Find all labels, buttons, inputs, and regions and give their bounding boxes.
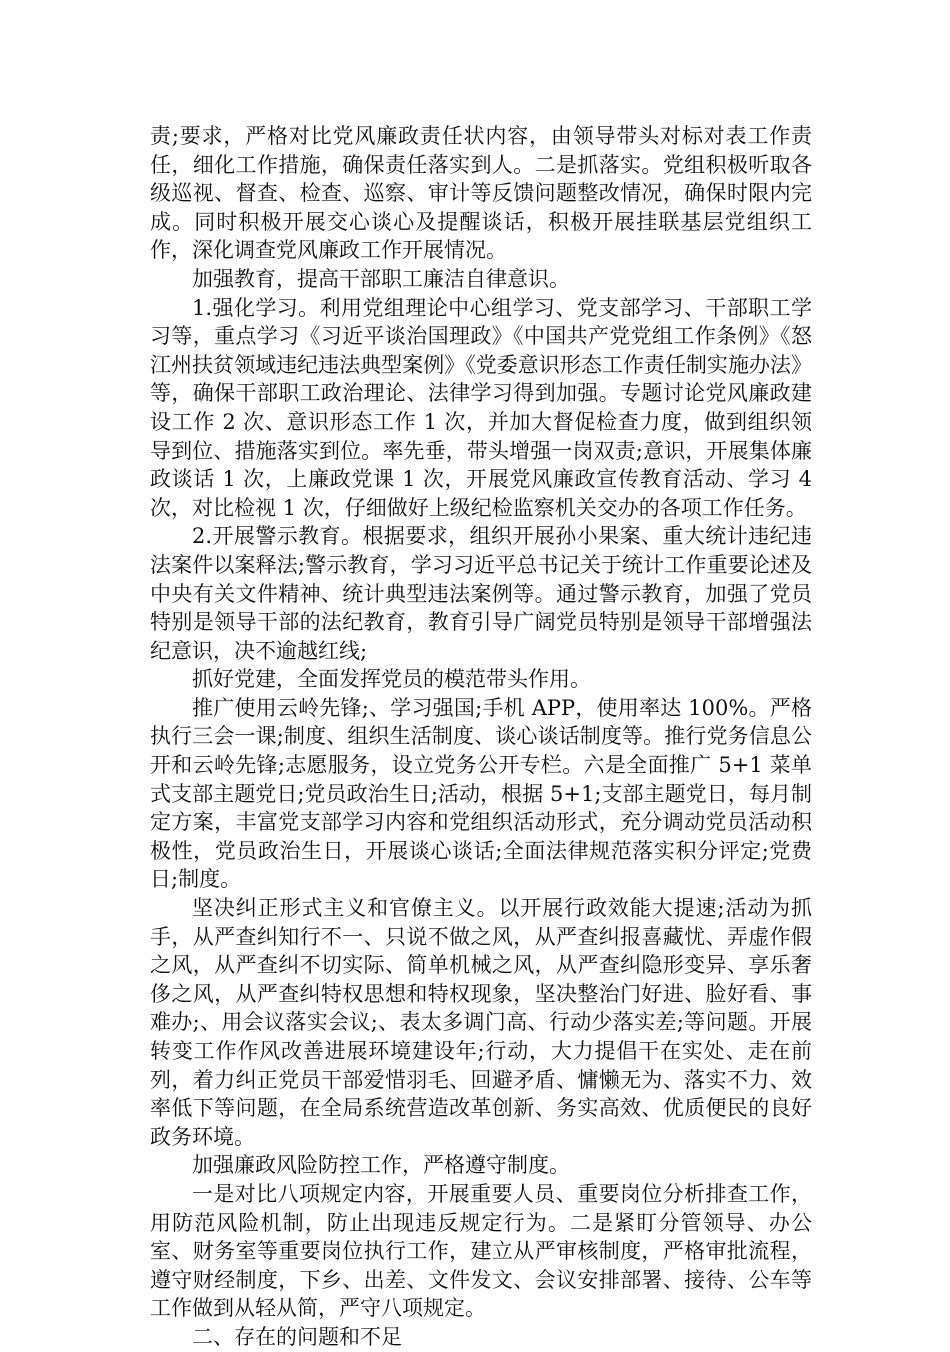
- heading-problems: 二、存在的问题和不足: [192, 1324, 402, 1349]
- paragraph-responsibility: 责;要求，严格对比党风廉政责任状内容，由领导带头对标对表工作责任，细化工作措施，确保责任落实到人。二是抓落实。党组积极听取各级巡视、督查、检查、巡察、审计等反馈问题整改情况，确保时限内完成。同时积极开展交心谈心及提醒谈话，积极开展挂联基层党组织工作，深化调查党风廉政工作开展情况。: [150, 124, 812, 263]
- paragraph-formalism: 坚决纠正形式主义和官僚主义。以开展行政效能大提速;活动为抓手，从严查纠知行不一、只说不做之风，从严查纠报喜藏忧、弄虚作假之风，从严查纠不切实际、简单机械之风，从严查纠隐形变异、享乐奢侈之风，从严查纠特权思想和特权现象，坚决整治门好进、脸好看、事难办;、用会议落实会议;、表太多调门高、行动少落实差;等问题。开展转变工作作风改善进展环境建设年;行动，大力提倡干在实处、走在前列，着力纠正党员干部爱惜羽毛、回避矛盾、慵懒无为、落实不力、效率低下等问题，在全局系统营造改革创新、务实高效、优质便民的良好政务环境。: [150, 896, 812, 1149]
- heading-strengthen-education: 加强教育，提高干部职工廉洁自律意识。: [192, 266, 570, 291]
- paragraph-app-promotion: 推广使用云岭先锋;、学习强国;手机 APP，使用率达 100%。严格执行三会一课;制度、组织生活制度、谈心谈话制度等。推行党务信息公开和云岭先锋;志愿服务，设立党务公开专栏。六是全面推广 5+1 菜单式支部主题党日;党员政治生日;活动，根据 5+1;支部主题党日，每月制定方案，丰富党支部学习内容和党组织活动形式，充分调动党员活动积极性，党员政治生日，开展谈心谈话;全面法律规范落实积分评定;党费日;制度。: [150, 695, 812, 892]
- document-body: [150, 122, 812, 1352]
- paragraph-warning-education: 2.开展警示教育。根据要求，组织开展孙小果案、重大统计违纪违法案件以案释法;警示教育，学习习近平总书记关于统计工作重要论述及中央有关文件精神、统计典型违法案例等。通过警示教育，加强了党员特别是领导干部的法纪教育，教育引导广阔党员特别是领导干部增强法纪意识，决不逾越红线;: [150, 524, 812, 663]
- paragraph-eight-rules: 一是对比八项规定内容，开展重要人员、重要岗位分析排查工作，用防范风险机制，防止出现违反规定行为。二是紧盯分管领导、办公室、财务室等重要岗位执行工作，建立从严审核制度，严格审批流程，遵守财经制度，下乡、出差、文件发文、会议安排部署、接待、公车等工作做到从轻从简，严守八项规定。: [150, 1181, 812, 1321]
- paragraph-study: 1.强化学习。利用党组理论中心组学习、党支部学习、干部职工学习等，重点学习《习近平谈治国理政》《中国共产党党组工作条例》《怒江州扶贫领域违纪违法典型案例》《党委意识形态工作责任制实施办法》等，确保干部职工政治理论、法律学习得到加强。专题讨论党风廉政建设工作 2 次、意识形态工作 1 次，并加大督促检查力度，做到组织领导到位、措施落实到位。率先垂，带头增强一岗双责;意识，开展集体廉政谈话 1 次，上廉政党课 1 次，开展党风廉政宣传教育活动、学习 4 次，对比检视 1 次，仔细做好上级纪检监察机关交办的各项工作任务。: [150, 295, 812, 520]
- heading-party-building: 抓好党建，全面发挥党员的模范带头作用。: [192, 667, 591, 692]
- heading-risk-control: 加强廉政风险防控工作，严格遵守制度。: [192, 1153, 570, 1178]
